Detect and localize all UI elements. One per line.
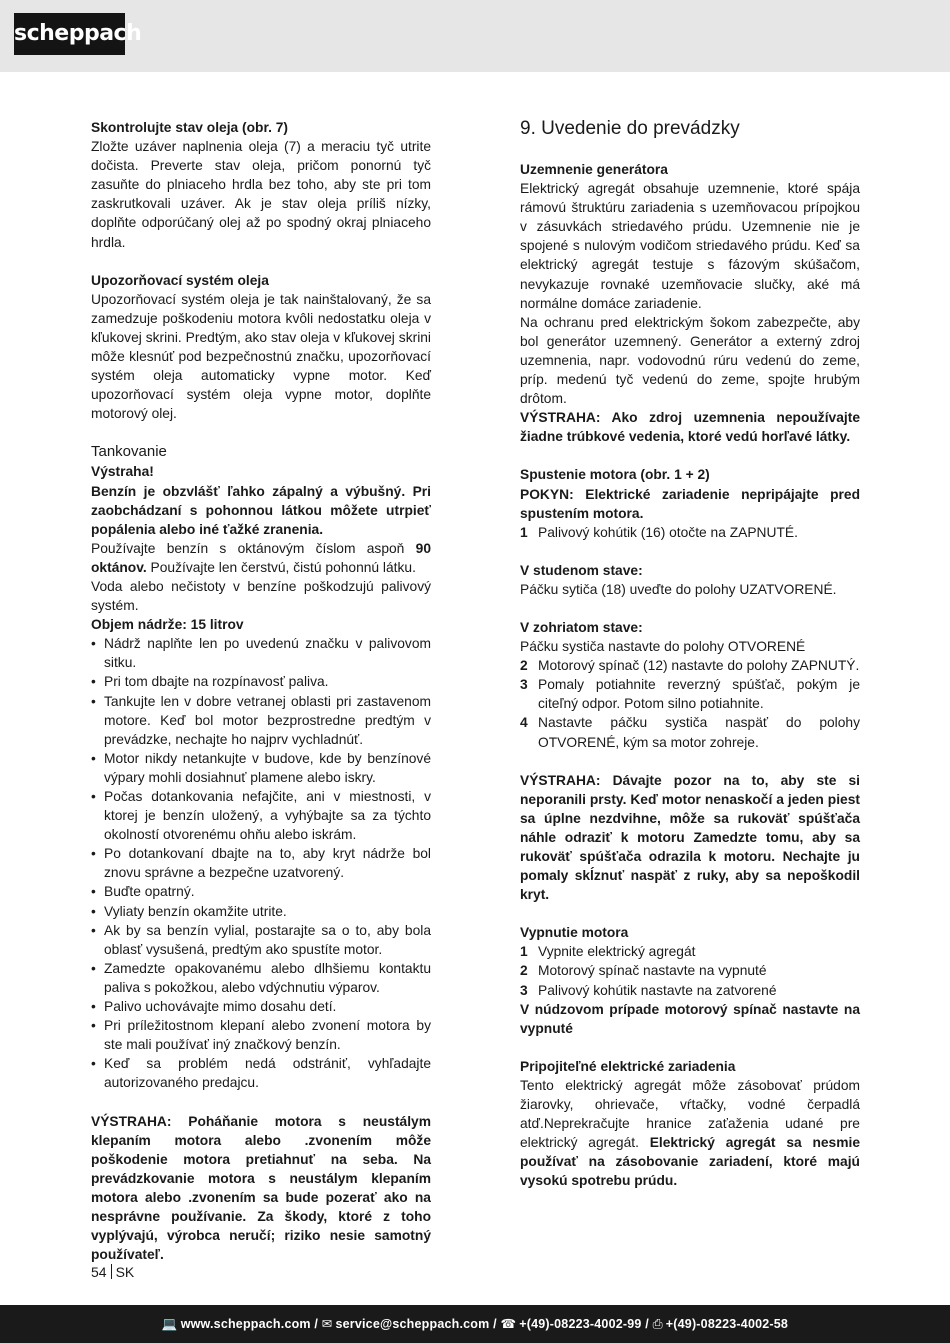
page-header	[0, 0, 950, 72]
devices-text: Tento elektrický agregát môže zásobovať prúdom žiarovky, ohrievače, vŕtačky, vodné čerpadlá atď.Neprekračujte hranice zaťaženia udané pre elektrický agregát. Elektrický agregát sa nesmie používať na zásobovanie zariadení, ktoré majú vysokú spotrebu prúdu.	[520, 1077, 860, 1189]
list-item: • Pri príležitostnom klepaní alebo zvonení motora by ste mali používať iný značkový benzín.	[91, 1016, 431, 1054]
list-item: • Tankujte len v dobre vetranej oblasti pri zastavenom motore. Keď bol motor bezprostredne predtým v prevádzke, nechajte ho najprv vychladnúť.	[91, 692, 431, 749]
list-item: • Palivo uchovávajte mimo dosahu detí.	[91, 997, 431, 1016]
grounding-text: Elektrický agregát obsahuje uzemnenie, ktoré spája rámovú štruktúru zariadenia s uzemňovacou prípojkou v zásuvkách striedavého prúdu. Uzemnenie nie je spojené s nulovým vodičom striedavého prúdu. Keď sa elektrický agregát testuje s fázovým skúšačom, nevykazuje rovnaké uzemňovacie slučky, aké má normálne domáce zariadenie.	[520, 181, 860, 311]
start-step-1	[520, 523, 860, 542]
grounding-warning: VÝSTRAHA: Ako zdroj uzemnenia nepoužívajte žiadne trúbkové vedenia, ktoré vedú horľavé látky.	[520, 410, 860, 445]
knocking-warning: VÝSTRAHA: Poháňanie motora s neustálym klepaním motora alebo .zvonením môže poškodenie motora pretiahnuť na seba. Na prevádzkovanie motora s neustálym klepaním motora alebo .zvonením sa bude pozerať ako na nesprávne používanie. Za škody, ktoré z toho vyplývajú, výrobca neručí; riziko nesie samotný používateľ.	[91, 1113, 431, 1263]
oil-check-text: Zložte uzáver naplnenia oleja (7) a meraciu tyč utrite dočista. Preverte stav oleja, pričom ponornú tyč zasuňte do plniaceho hrdla bez toho, aby ste pri tom zaskrutkovali uzáver. Ak je stav oleja príliš nízky, doplňte odporúčaný olej až po spodný okraj plniaceho hrdla.	[91, 139, 431, 250]
cold-title: V studenom stave:	[520, 562, 643, 578]
start-steps	[520, 656, 860, 751]
footer-web-link[interactable]: www.scheppach.com /	[180, 1317, 319, 1331]
list-item: • Motor nikdy netankujte v budove, kde by benzínové výpary mohli dosiahnuť plamene alebo iskry.	[91, 749, 431, 787]
list-item: • Keď sa problém nedá odstrániť, vyhľadajte autorizovaného predajcu.	[91, 1054, 431, 1092]
scheppach-logo: scheppach	[14, 13, 125, 55]
list-item: 3 Pomaly potiahnite reverzný spúšťač, pokým je citeľný odpor. Potom silno potiahnite.	[520, 677, 860, 712]
stop-steps	[520, 942, 860, 999]
devices-title: Pripojiteľné elektrické zariadenia	[520, 1058, 736, 1074]
list-item: 1 Palivový kohútik (16) otočte na ZAPNUTÉ.	[520, 524, 798, 540]
list-item: 2 Motorový spínač nastavte na vypnuté	[520, 963, 767, 979]
grounding-title: Uzemnenie generátora	[520, 162, 668, 177]
start-title: Spustenie motora (obr. 1 + 2)	[520, 467, 710, 483]
fax-icon: ⎙	[652, 1317, 663, 1331]
list-item: 2 Motorový spínač (12) nastavte do polohy ZAPNUTÝ.	[520, 658, 860, 674]
phone-icon: ☎	[500, 1317, 517, 1331]
page-footer	[0, 1305, 950, 1343]
tank-volume: Objem nádrže: 15 litrov	[91, 617, 244, 633]
page-number: 54 SK	[91, 1264, 135, 1280]
refuel-warning-text: Benzín je obzvlášť ľahko zápalný a výbušný. Pri zaobchádzaní s pohonnou látkou môžete utrpieť popálenia alebo iné ťažké zranenia.	[91, 483, 431, 537]
section-title: 9. Uvedenie do prevádzky	[520, 118, 740, 139]
warm-text: Páčku systiča nastavte do polohy OTVORENÉ	[520, 639, 806, 655]
mail-icon: ✉	[321, 1317, 333, 1331]
right-column	[520, 118, 860, 1191]
stop-title: Vypnutie motora	[520, 925, 629, 941]
list-item: • Pri tom dbajte na rozpínavosť paliva.	[91, 672, 431, 691]
list-item: • Zamedzte opakovanému alebo dlhšiemu kontaktu paliva s pokožkou, alebo vdýchnutiu výparov.	[91, 959, 431, 997]
oil-check-title: Skontrolujte stav oleja (obr. 7)	[91, 120, 289, 135]
start-warning: VÝSTRAHA: Dávajte pozor na to, aby ste si neporanili prsty. Keď motor nenaskočí a jeden piest sa úplne nezdvihne, môže sa rukoväť spúšťača náhle odraziť k motoru Zamedzte tomu, aby sa rukoväť spúšťača odrazila k motoru. Nechajte ju pomaly skĺznuť naspäť z ruky, aby sa nepoškodil kryt.	[520, 772, 860, 903]
footer-phone: +(49)-08223-4002-99 /	[519, 1317, 649, 1331]
refuel-bullet-list	[91, 634, 431, 1092]
left-column	[91, 118, 431, 1264]
list-item: • Ak by sa benzín vylial, postarajte sa o to, aby bola oblasť vysušená, predtým ako spustíte motor.	[91, 921, 431, 959]
refuel-warning-head: Výstraha!	[91, 464, 154, 480]
list-item: • Nádrž naplňte len po uvedenú značku v palivovom sitku.	[91, 634, 431, 672]
emergency-note: V núdzovom prípade motorový spínač nastavte na vypnuté	[520, 1001, 860, 1036]
oil-warning-title: Upozorňovací systém oleja	[91, 272, 269, 288]
oil-warning-text: Upozorňovací systém oleja je tak nainštalovaný, že sa zamedzuje poškodeniu motora kvôli nedostatku oleja v kľukovej skrini. Predtým, ako stav oleja v kľukovej skrini môže klesnúť pod bezpečnostnú značku, upozorňovací systém oleja automaticky vypne motor. Keď upozorňovací systém oleja vypne motor, doplňte motorový olej.	[91, 291, 431, 422]
list-item: • Buďte opatrný.	[91, 882, 431, 901]
footer-mail-link[interactable]: service@scheppach.com /	[335, 1317, 497, 1331]
list-item: • Počas dotankovania nefajčite, ani v miestnosti, v ktorej je benzín uložený, a vyhýbajte sa za týchto okolností otvorenému ohňu alebo iskrám.	[91, 787, 431, 844]
footer-fax: +(49)-08223-4002-58	[665, 1317, 789, 1331]
list-item: 1 Vypnite elektrický agregát	[520, 944, 696, 960]
dirt-text: Voda alebo nečistoty v benzíne poškodzujú palivový systém.	[91, 578, 431, 614]
octane-paragraph: Používajte benzín s oktánovým číslom aspoň 90 oktánov. Používajte len čerstvú, čistú pohonnú látku.	[91, 540, 431, 575]
list-item: • Vyliaty benzín okamžite utrite.	[91, 902, 431, 921]
list-item: 3 Palivový kohútik nastavte na zatvorené	[520, 982, 777, 998]
computer-icon: 💻	[161, 1317, 178, 1331]
list-item: • Po dotankovaní dbajte na to, aby kryt nádrže bol znovu správne a bezpečne uzatvorený.	[91, 844, 431, 882]
refuel-title: Tankovanie	[91, 443, 167, 461]
grounding-text-2: Na ochranu pred elektrickým šokom zabezpečte, aby bol generátor uzemnený. Generátor a externý zdroj uzemnenia, napr. vodovodnú rúru vedenú do zeme, príp. medenú tyč vedenú do zeme, spojte hrubým drôtom.	[520, 314, 860, 407]
warm-title: V zohriatom stave:	[520, 619, 643, 635]
list-item: 4 Nastavte páčku systiča naspäť do polohy OTVORENÉ, kým sa motor zohreje.	[520, 715, 860, 750]
start-note: POKYN: Elektrické zariadenie nepripájajte pred spustením motora.	[520, 486, 860, 521]
cold-text: Páčku sytiča (18) uveďte do polohy UZATVORENÉ.	[520, 581, 837, 597]
